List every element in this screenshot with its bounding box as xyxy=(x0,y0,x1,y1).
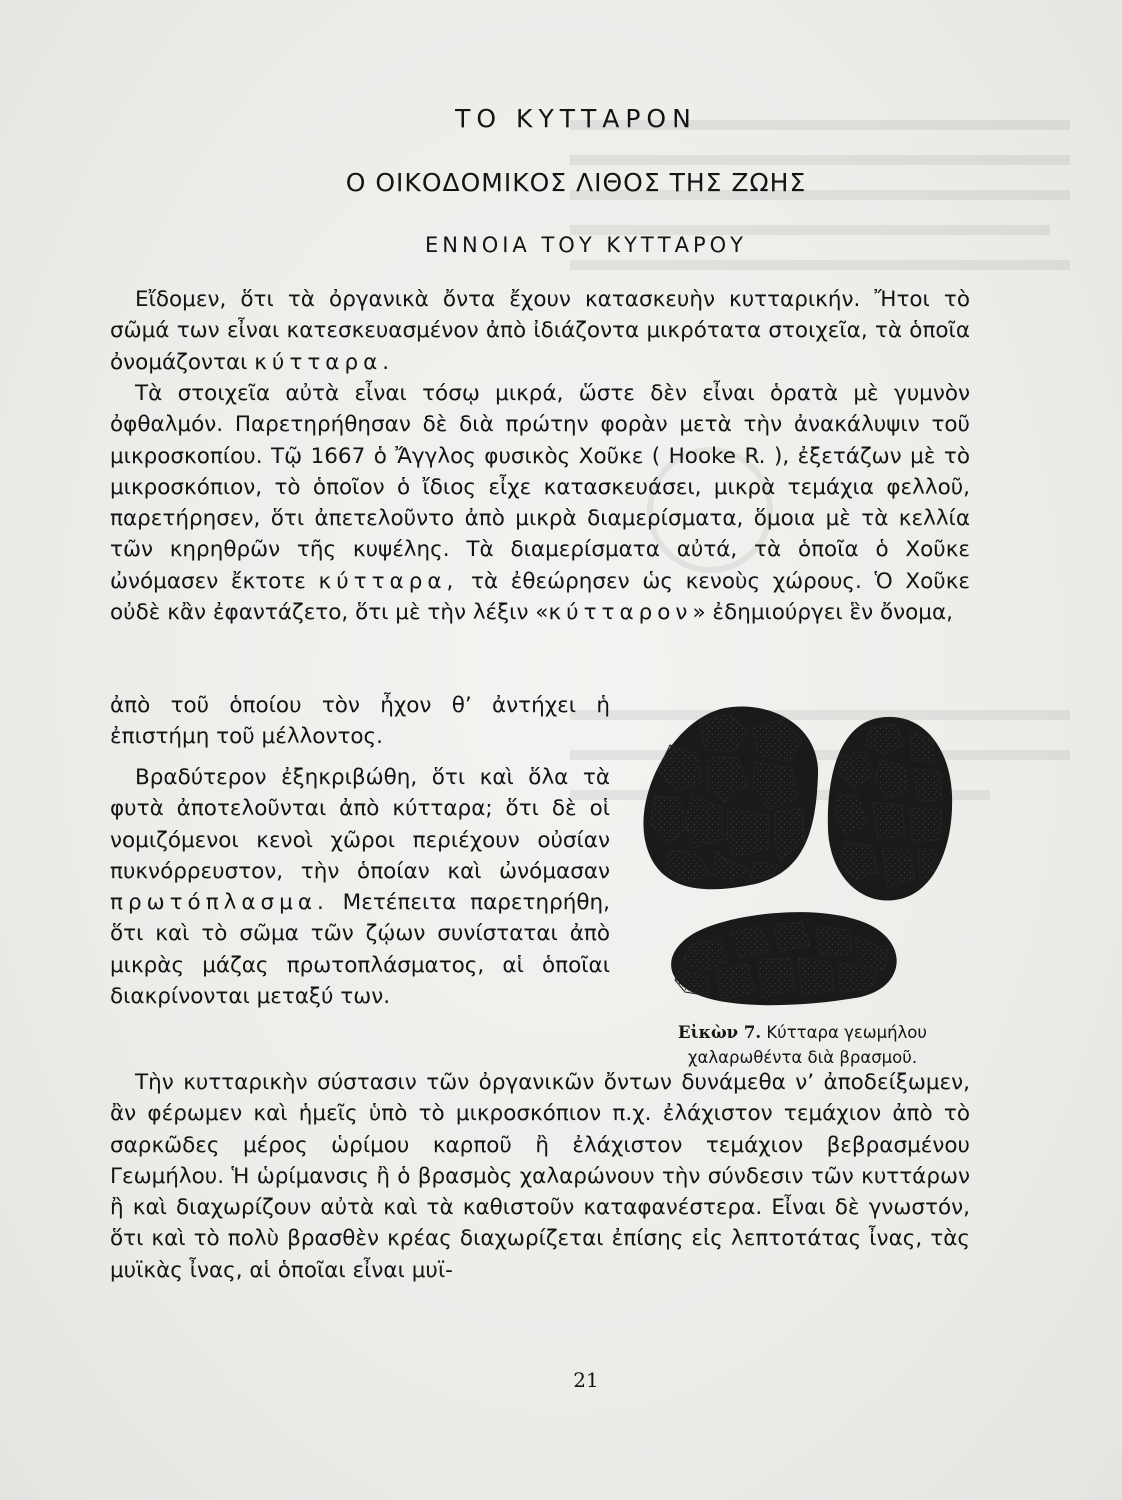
paragraph-3-spaced-term: πρωτόπλασμα. xyxy=(110,890,329,916)
figure-potato-cells xyxy=(630,700,970,1010)
paragraph-2 xyxy=(110,378,970,628)
paragraph-1-text: Εἴδομεν, ὅτι τὰ ὀργανικὰ ὄντα ἔχουν κατασκευὴν κυτταρικήν. Ἤτοι τὸ σῶμά των εἶναι κατεσκευασμένον ἀπὸ ἰδιάζοντα μικρότατα στοιχεῖα, τὰ ὁποῖα ὀνομάζονται xyxy=(110,287,970,375)
paragraph-2-continuation: ἀπὸ τοῦ ὁποίου τὸν ἦχον θ’ ἀντήχει ἡ ἐπιστήμη τοῦ μέλλοντος. xyxy=(110,693,610,750)
paragraph-2-part-3: » ἐδημιούργει ἓν ὄνομα, xyxy=(692,600,953,626)
figure-caption xyxy=(630,1020,975,1070)
figure-caption-text: Κύτταρα γεωμήλου χαλαρωθέντα διὰ βρασμοῦ. xyxy=(687,1023,927,1067)
paragraph-3-part-2: Μετέπειτα παρετηρήθη, ὅτι καὶ τὸ σῶμα τῶν ζῴων συνίσταται ἀπὸ μικρὰς μάζας πρωτοπλάσματος, αἱ ὁποῖαι διακρίνονται μεταξύ των. xyxy=(110,890,610,1010)
cell-cluster-left xyxy=(643,707,818,890)
figure-label: Εἰκὼν 7. xyxy=(678,1023,762,1042)
cell-cluster-right xyxy=(828,717,952,901)
chapter-title: ΤΟ ΚΥΤΤΑΡΟΝ xyxy=(455,104,697,133)
page-number: 21 xyxy=(573,1368,599,1392)
paragraph-3-part-1: Βραδύτερον ἐξηκριβώθη, ὅτι καὶ ὅλα τὰ φυτὰ ἀποτελοῦνται ἀπὸ κύτταρα; ὅτι δὲ οἱ νομιζόμενοι κενοὶ χῶροι περιέχουν οὐσίαν πυκνόρρευστον, τὴν ὁποίαν καὶ ὠνόμασαν xyxy=(110,765,610,884)
chapter-subtitle: Ο ΟΙΚΟΔΟΜΙΚΟΣ ΛΙΘΟΣ ΤΗΣ ΖΩΗΣ xyxy=(345,168,807,197)
paragraph-3 xyxy=(110,762,610,1012)
section-heading: ΕΝΝΟΙΑ ΤΟΥ ΚΥΤΤΑΡΟΥ xyxy=(425,233,747,257)
paragraph-4 xyxy=(110,1067,970,1286)
paragraph-2-part-1: Τὰ στοιχεῖα αὐτὰ εἶναι τόσῳ μικρά, ὥστε δὲν εἶναι ὁρατὰ μὲ γυμνὸν ὀφθαλμόν. Παρετηρήθησαν δὲ διὰ πρώτην φορὰν μετὰ τὴν ἀνακάλυψιν τοῦ μικροσκοπίου. Τῷ 1667 ὁ Ἄγγλος φυσικὸς Χοῦκε ( Hooke R. ), ἐξετάζων μὲ τὸ μικροσκόπιον, τὸ ὁποῖον ὁ ἴδιος εἶχε κατασκευάσει, μικρὰ τεμάχια φελλοῦ, παρετήρησεν, ὅτι ἀπετελοῦντο ἀπὸ μικρὰ διαμερίσματα, ὅμοια μὲ τὰ κελλία τῶν κηρηθρῶν τῆς κυψέλης. Τὰ διαμερίσματα αὐτά, τὰ ὁποῖα ὁ Χοῦκε ὠνόμασεν ἔκτοτε xyxy=(110,381,970,594)
paragraph-2-part-2: τὰ ἐθεώρησεν ὡς κενοὺς χώρους. Ὁ Χοῦκε οὐδὲ κἂν ἐφαντάζετο, ὅτι μὲ τὴν λέξιν « xyxy=(110,568,971,626)
paragraph-4-text: Τὴν κυτταρικὴν σύστασιν τῶν ὀργανικῶν ὄντων δυνάμεθα ν’ ἀποδείξωμεν, ἂν φέρωμεν καὶ ἡμεῖς ὑπὸ τὸ μικροσκόπιον π.χ. ἐλάχιστον τεμάχιον ἀπὸ τὸ σαρκῶδες μέρος ὡρίμου καρποῦ ἢ ἐλάχιστον τεμάχιον βεβρασμένου Γεωμήλου. Ἡ ὡρίμανσις ἢ ὁ βρασμὸς χαλαρώνουν τὴν σύνδεσιν τῶν κυττάρων ἢ καὶ διαχωρίζουν αὐτὰ καὶ τὰ καθιστοῦν καταφανέστερα. Εἶναι δὲ γνωστόν, ὅτι καὶ τὸ πολὺ βρασθὲν κρέας διαχωρίζεται ἐπίσης εἰς λεπτοτάτας ἶνας, τὰς μυϊκὰς ἶνας, αἱ ὁποῖαι εἶναι μυϊ- xyxy=(110,1070,970,1283)
paragraph-2-spaced-term-1: κύτταρα, xyxy=(318,568,459,594)
paragraph-2-spaced-term-2: κύτταρον xyxy=(548,600,693,626)
cell-cluster-bottom xyxy=(671,912,897,1005)
paragraph-1 xyxy=(110,284,970,378)
paragraph-1-spaced-term: κύτταρα. xyxy=(254,349,395,375)
